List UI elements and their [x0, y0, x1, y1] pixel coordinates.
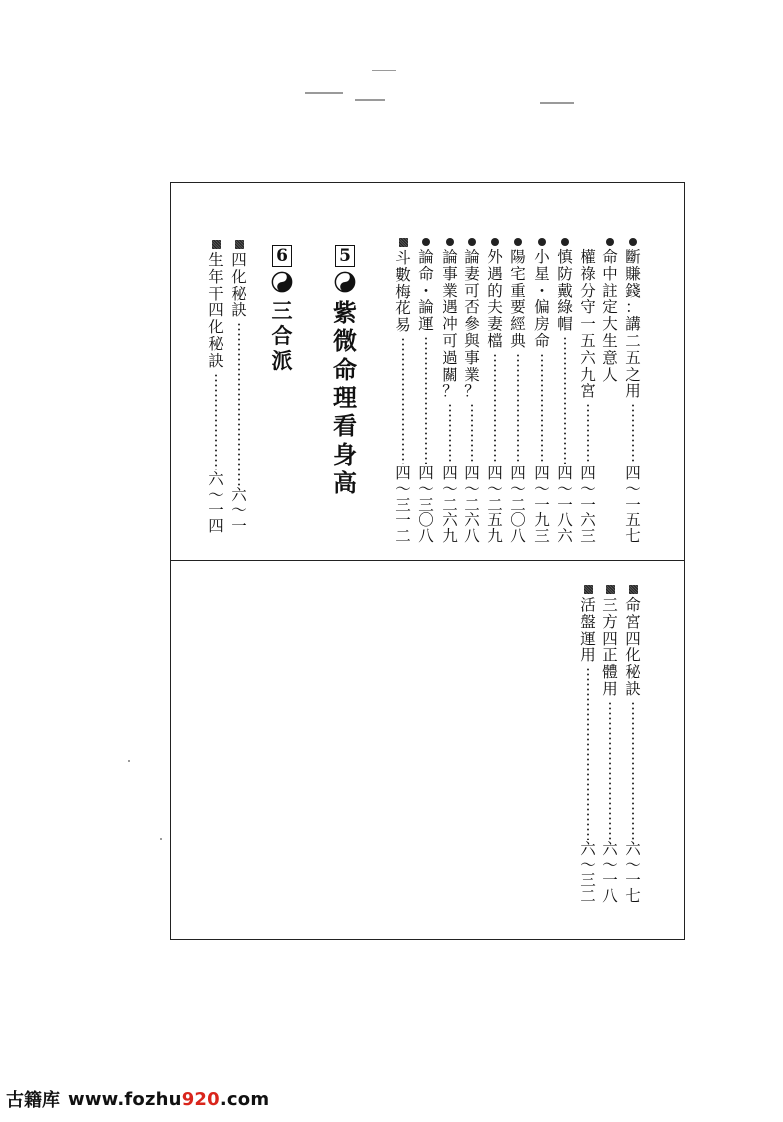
toc-entry-title: 外 遇 的 夫 妻 檔 [487, 248, 503, 350]
toc-entry-page: 四 〜 一 八 六 [557, 464, 573, 546]
scan-speck [540, 102, 574, 104]
toc-entry-title: 權 祿 分 守 一 五 六 九 宮 [580, 248, 596, 401]
toc-entry[interactable] [600, 238, 620, 384]
bullet-icon [468, 238, 476, 246]
toc-entry-page: 四 〜 二 〇 八 [510, 464, 526, 546]
toc-entry-page: 四 〜 二 六 八 [464, 464, 480, 546]
footer-brand: 古籍库 [6, 1090, 60, 1111]
toc-entry-page: 四 〜 二 五 九 [487, 464, 503, 546]
footer-url-highlight: 920 [181, 1088, 220, 1110]
dot-leader [471, 403, 473, 464]
bullet-icon [561, 238, 569, 246]
dot-leader [632, 403, 634, 464]
section-title: 紫 微 命 理 看 身 高 [333, 298, 357, 497]
section-heading [271, 245, 293, 373]
section-number-box: 5 [335, 245, 355, 267]
scan-speck [128, 760, 130, 762]
toc-entry-title: 活 盤 運 用 [580, 596, 596, 665]
toc-entry-title: 陽 宅 重 要 經 典 [510, 248, 526, 350]
dot-leader [238, 322, 240, 485]
toc-entry-title: 斗 數 梅 花 易 [395, 249, 411, 335]
toc-entry[interactable] [600, 585, 620, 905]
dot-leader [587, 667, 589, 840]
toc-entry[interactable] [416, 238, 436, 545]
bullet-icon [606, 238, 614, 246]
toc-entry-page: 六 〜 一 七 [625, 839, 641, 906]
toc-entry-title: 命 中 註 定 大 生 意 人 [602, 248, 618, 384]
toc-entry-title: 四 化 秘 訣 [231, 251, 247, 320]
square-marker-icon [212, 240, 221, 249]
dot-leader [449, 403, 451, 464]
toc-entry-page: 六 〜 一 八 [602, 839, 618, 906]
toc-entry[interactable] [623, 585, 643, 905]
section-heading [333, 245, 357, 497]
toc-entry-page: 四 〜 三 〇 八 [418, 464, 434, 546]
bullet-icon [629, 238, 637, 246]
section-number-box: 6 [272, 245, 292, 267]
toc-entry[interactable] [393, 238, 413, 545]
dot-leader [494, 353, 496, 464]
scan-speck [305, 92, 343, 94]
toc-entry-title: 斷 賺 錢 ： 講 二 五 之 用 [625, 248, 641, 401]
toc-entry-title: 命 宮 四 化 秘 訣 [625, 596, 641, 698]
square-marker-icon [606, 585, 615, 594]
dot-leader [587, 403, 589, 464]
toc-entry-page: 四 〜 一 九 三 [534, 464, 550, 546]
toc-entry-page: 六 〜 一 四 [208, 469, 224, 536]
toc-entry[interactable] [485, 238, 505, 545]
toc-entry-title: 慎 防 戴 綠 帽 [557, 248, 573, 334]
dot-leader [541, 353, 543, 464]
toc-entry-page: 六 〜 三 二 [580, 839, 596, 906]
square-marker-icon [235, 240, 244, 249]
scan-speck [372, 70, 396, 71]
yin-yang-icon [271, 271, 293, 293]
dot-leader [564, 336, 566, 464]
dot-leader [425, 336, 427, 464]
toc-entry-page: 四 〜 二 六 九 [442, 464, 458, 546]
footer-watermark [6, 1085, 269, 1113]
section-divider [171, 560, 684, 561]
toc-entry-title: 生 年 干 四 化 秘 訣 [208, 251, 224, 370]
dot-leader [632, 701, 634, 840]
yin-yang-icon [334, 271, 356, 293]
toc-entry[interactable] [229, 240, 249, 535]
toc-entry-title: 論 命 ・ 論 運 [418, 248, 434, 334]
toc-entry[interactable] [623, 238, 643, 545]
dot-leader [609, 701, 611, 840]
footer-url[interactable] [68, 1089, 269, 1110]
square-marker-icon [584, 585, 593, 594]
toc-entry[interactable] [508, 238, 528, 545]
toc-entry[interactable] [206, 240, 226, 535]
toc-entry[interactable] [555, 238, 575, 545]
bullet-icon [491, 238, 499, 246]
toc-entry-title: 論 妻 可 否 參 與 事 業 ？ [464, 248, 480, 401]
bullet-icon [514, 238, 522, 246]
square-marker-icon [629, 585, 638, 594]
toc-entry-title: 小 星 ・ 偏 房 命 [534, 248, 550, 350]
bullet-icon [446, 238, 454, 246]
toc-entry[interactable] [462, 238, 482, 545]
toc-entry-page: 四 〜 一 五 七 [625, 464, 641, 546]
toc-entry-title: 論 事 業 遇 冲 可 過 關 ？ [442, 248, 458, 401]
bullet-icon [422, 238, 430, 246]
toc-entry[interactable] [532, 238, 552, 545]
toc-entry-title: 三 方 四 正 體 用 [602, 596, 618, 698]
footer-url-suffix: .com [219, 1088, 270, 1110]
toc-entry-page: 六 〜 一 [231, 485, 247, 536]
scan-speck [160, 838, 162, 840]
toc-entry[interactable] [578, 585, 598, 905]
dot-leader [517, 353, 519, 464]
section-title: 三 合 派 [271, 298, 293, 373]
toc-entry-page: 四 〜 一 六 三 [580, 464, 596, 546]
bullet-icon [538, 238, 546, 246]
square-marker-icon [399, 238, 408, 247]
footer-url-prefix: www.fozhu [68, 1088, 182, 1110]
dot-leader [215, 373, 217, 470]
toc-entry[interactable] [578, 250, 598, 545]
scan-speck [355, 99, 385, 101]
toc-entry[interactable] [440, 238, 460, 545]
toc-entry-page: 四 〜 三 一 二 [395, 464, 411, 546]
dot-leader [402, 337, 404, 464]
